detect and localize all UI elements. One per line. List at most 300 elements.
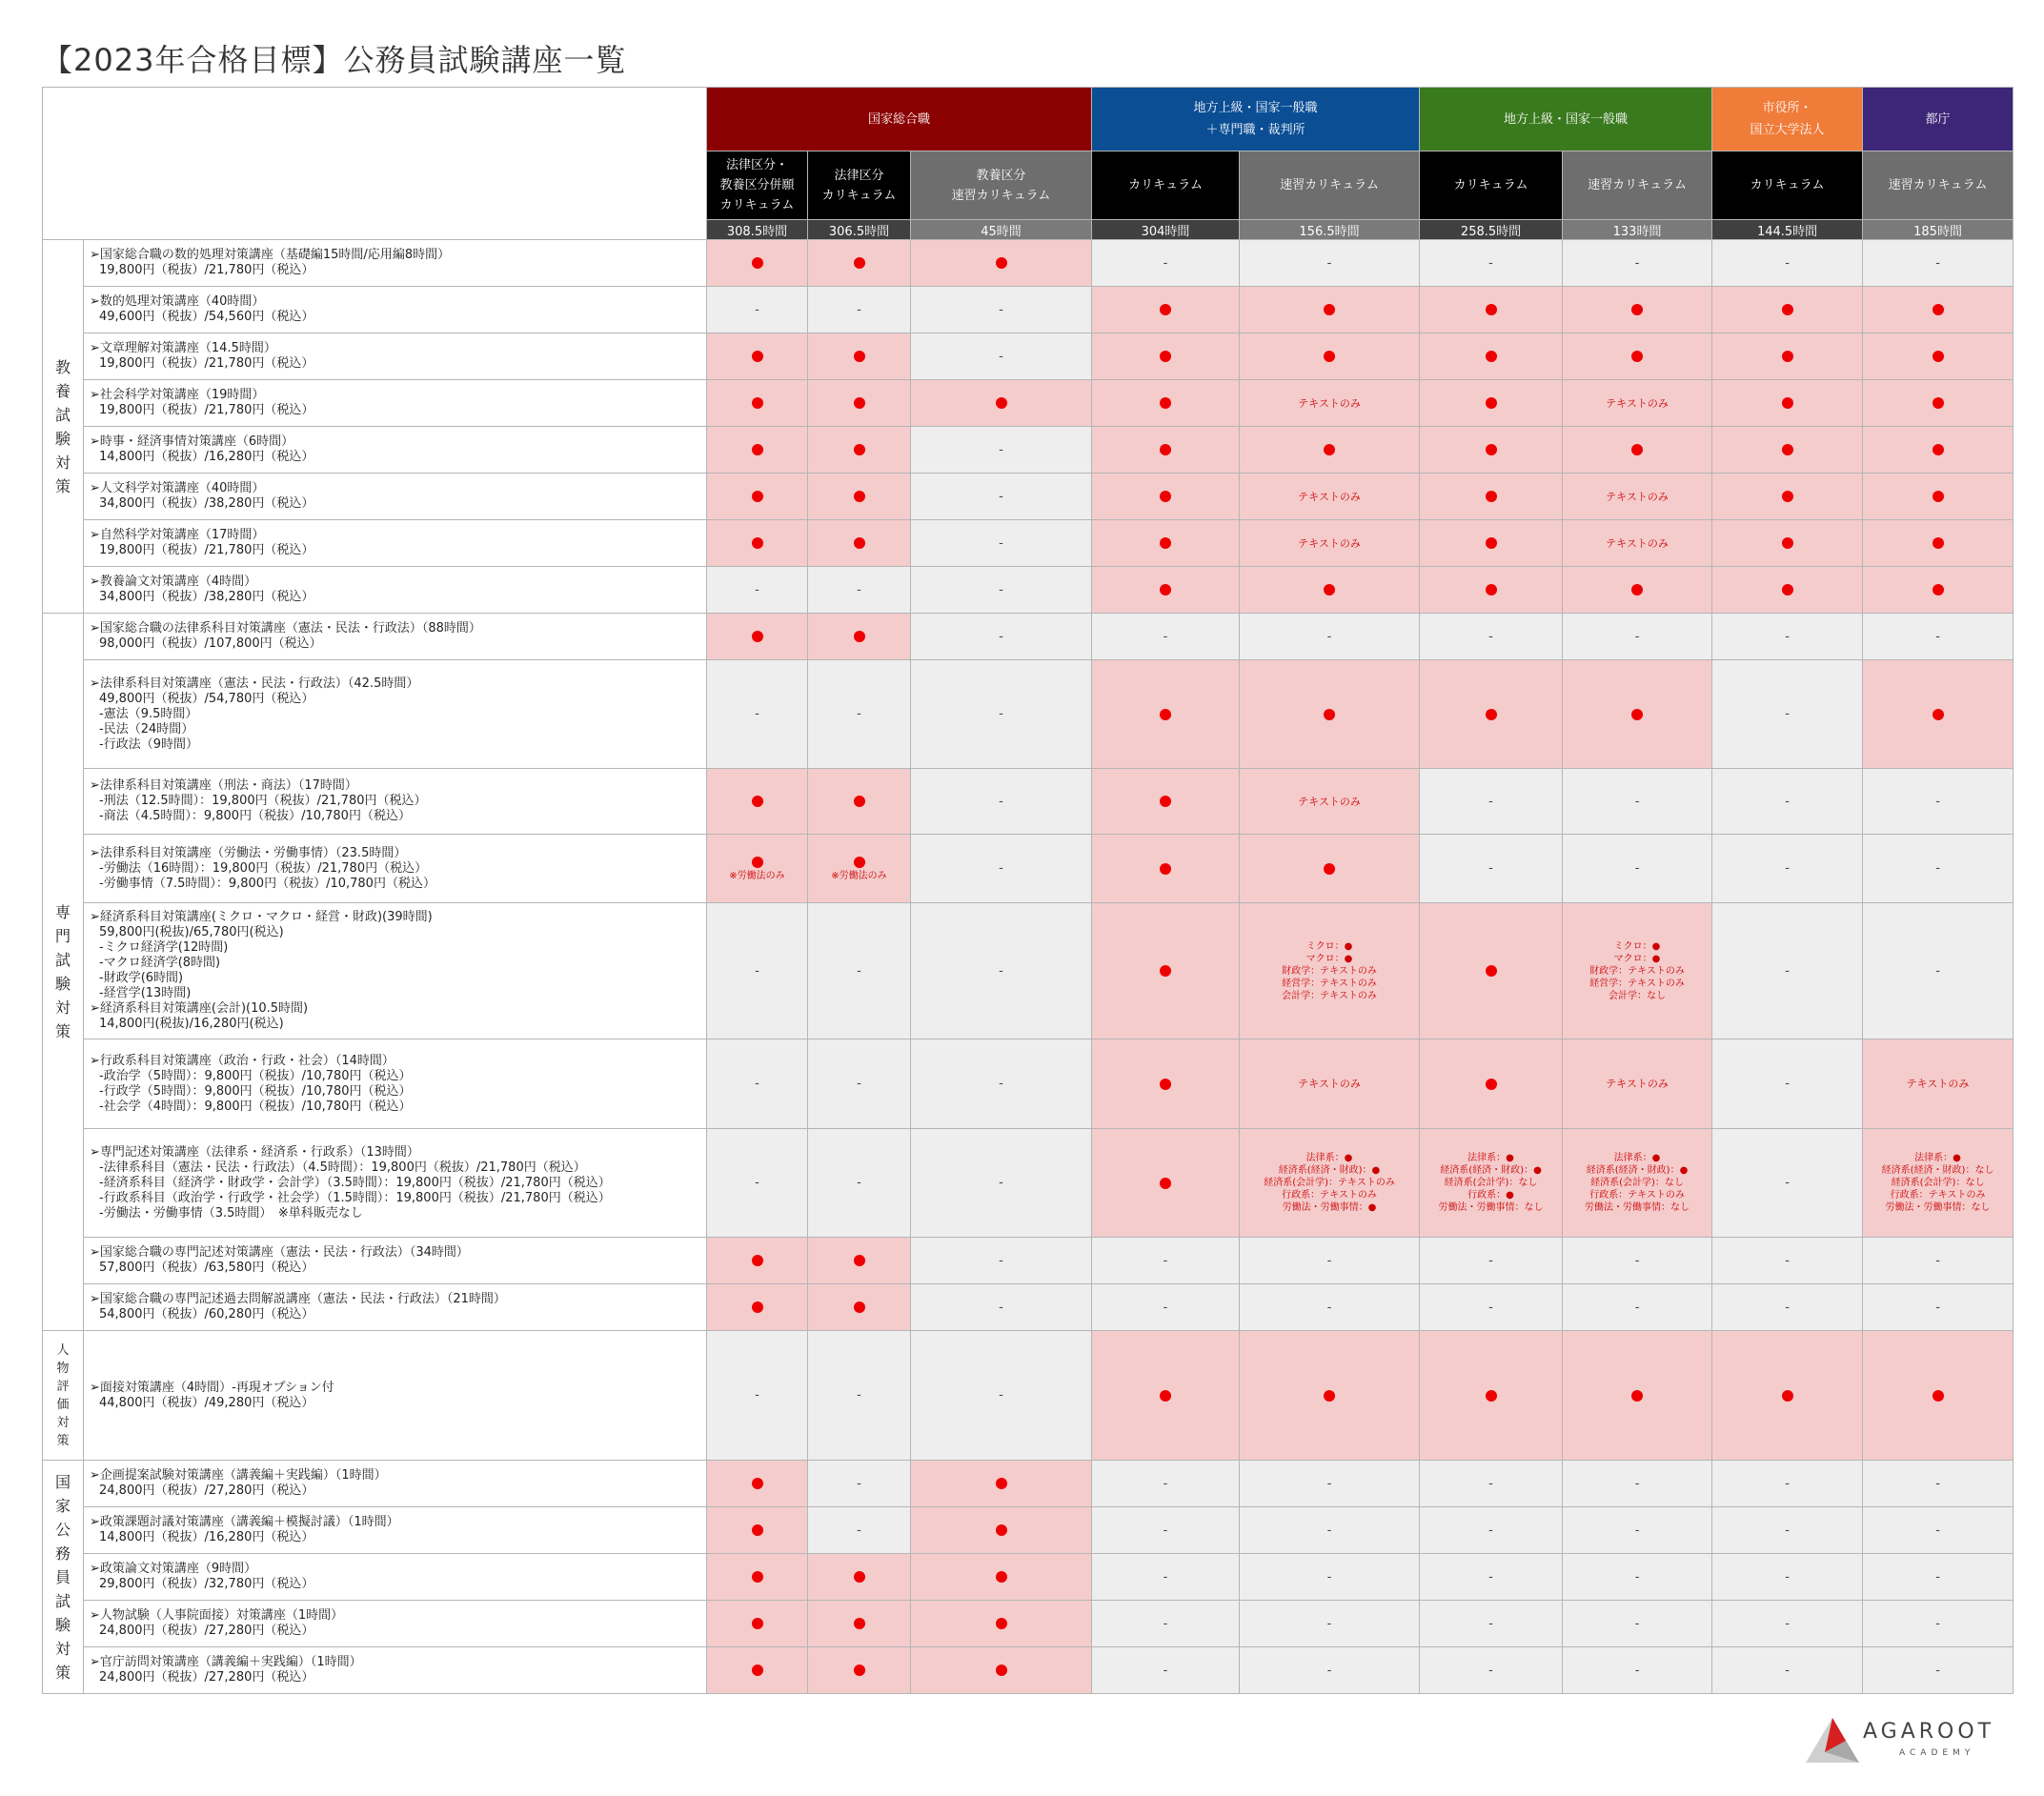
availability-cell [911, 380, 1092, 427]
unavailable-dash: - [999, 1300, 1003, 1315]
availability-cell [911, 474, 1092, 520]
course-row [43, 769, 2014, 835]
course-line: -労働法（16時間）：19,800円（税抜）/21,780円（税込） [99, 860, 428, 876]
available-dot [752, 796, 763, 807]
availability-cell [1563, 1461, 1712, 1507]
course-line: ➢文章理解対策講座（14.5時間） [90, 341, 276, 355]
course-row [43, 1039, 2014, 1129]
course-name [84, 474, 707, 520]
course-name [84, 1461, 707, 1507]
available-dot [752, 491, 763, 502]
availability-cell [1712, 1331, 1863, 1461]
available-dot [1160, 1178, 1171, 1189]
available-dot [1160, 444, 1171, 455]
hours-cell: 45時間 [911, 220, 1092, 240]
availability-cell [911, 614, 1092, 660]
available-dot [1160, 351, 1171, 362]
available-dot [1160, 709, 1171, 720]
group-header: 地方上級・国家一般職 ＋専門職・裁判所 [1092, 88, 1420, 151]
group-header: 国家総合職 [707, 88, 1092, 151]
availability-cell [1420, 1647, 1563, 1694]
availability-cell [1563, 427, 1712, 474]
course-name [84, 1129, 707, 1238]
available-dot [752, 1302, 763, 1313]
course-line: ➢人文科学対策講座（40時間） [90, 481, 265, 495]
availability-cell [808, 660, 911, 769]
course-row [43, 903, 2014, 1039]
availability-cell [808, 1284, 911, 1331]
agaroot-logo-mark [1804, 1710, 1861, 1767]
course-row [43, 1331, 2014, 1461]
availability-cell [1712, 240, 1863, 287]
available-dot [1486, 537, 1497, 549]
course-line: -刑法（12.5時間）：19,800円（税抜）/21,780円（税込） [99, 794, 427, 808]
availability-cell [808, 903, 911, 1039]
availability-cell [1240, 769, 1420, 835]
cell-note: 労働法・労働事情：なし [1585, 1202, 1690, 1213]
unavailable-dash: - [999, 707, 1003, 721]
availability-cell [911, 520, 1092, 567]
text-only-note: テキストのみ [1606, 1078, 1669, 1090]
unavailable-dash: - [1935, 1616, 1940, 1631]
unavailable-dash: - [1326, 1300, 1332, 1315]
cell-note: 法律系：● [1467, 1153, 1514, 1163]
availability-cell [1092, 769, 1240, 835]
availability-cell [707, 240, 808, 287]
available-dot [1486, 304, 1497, 315]
availability-cell [1240, 1238, 1420, 1284]
course-name [84, 769, 707, 835]
unavailable-dash: - [1488, 1253, 1493, 1268]
availability-cell [808, 1601, 911, 1647]
cell-note: 行政系：テキストのみ [1890, 1190, 1986, 1201]
curriculum-header: 法律区分 カリキュラム [808, 151, 911, 220]
unavailable-dash: - [1785, 1476, 1790, 1491]
text-only-note: テキストのみ [1606, 490, 1669, 503]
available-dot [752, 1524, 763, 1536]
course-line: -行政学（5時間）：9,800円（税抜）/10,780円（税込） [99, 1083, 412, 1099]
availability-cell [1240, 380, 1420, 427]
course-name [84, 660, 707, 769]
cell-note: 経済系(経済・財政)：● [1440, 1165, 1542, 1176]
availability-cell [1563, 1238, 1712, 1284]
unavailable-dash: - [857, 1388, 861, 1402]
unavailable-dash: - [1488, 1300, 1493, 1315]
availability-cell [1712, 903, 1863, 1039]
text-only-note: テキストのみ [1298, 536, 1361, 550]
cell-note: マクロ：● [1305, 953, 1353, 964]
unavailable-dash: - [755, 963, 759, 979]
available-dot [1782, 444, 1793, 455]
unavailable-dash: - [1326, 629, 1332, 644]
available-dot [1160, 537, 1171, 549]
course-line: ➢法律系科目対策講座（憲法・民法・行政法）（42.5時間） [90, 676, 419, 691]
availability-cell [1712, 1461, 1863, 1507]
availability-cell [1863, 287, 2014, 333]
available-dot [1160, 1390, 1171, 1402]
course-line: -労働事情（7.5時間）：9,800円（税抜）/10,780円（税込） [99, 876, 435, 891]
availability-cell [1712, 520, 1863, 567]
available-dot [1160, 1079, 1171, 1090]
availability-cell [1563, 1129, 1712, 1238]
course-row [43, 1507, 2014, 1554]
agaroot-logo [1804, 1710, 1994, 1767]
available-dot [752, 397, 763, 409]
course-row [43, 1647, 2014, 1694]
unavailable-dash: - [1935, 1300, 1940, 1315]
course-name [84, 1507, 707, 1554]
available-dot [1324, 584, 1335, 595]
course-row [43, 1238, 2014, 1284]
available-dot [752, 444, 763, 455]
unavailable-dash: - [857, 1077, 861, 1091]
available-dot [1160, 584, 1171, 595]
unavailable-dash: - [1785, 707, 1790, 721]
unavailable-dash: - [1634, 861, 1640, 876]
course-line: -民法（24時間） [99, 721, 194, 737]
availability-cell [1863, 769, 2014, 835]
availability-cell [1563, 660, 1712, 769]
cell-note: 法律系：● [1613, 1153, 1661, 1163]
course-line: 19,800円（税抜）/21,780円（税込） [99, 356, 314, 371]
course-line: ➢専門記述対策講座（法律系・経済系・行政系）（13時間） [90, 1144, 419, 1160]
available-dot [1160, 965, 1171, 977]
course-line: 14,800円(税抜)/16,280円(税込) [99, 1017, 284, 1031]
course-line: ➢官庁訪問対策講座（講義編＋実践編）（1時間） [90, 1655, 362, 1669]
unavailable-dash: - [755, 1388, 759, 1402]
available-dot [1486, 709, 1497, 720]
availability-cell [808, 520, 911, 567]
availability-cell [1563, 1331, 1712, 1461]
availability-cell [808, 1554, 911, 1601]
course-table [42, 87, 2014, 1694]
available-dot [854, 857, 865, 868]
cell-note: 法律系：● [1914, 1153, 1961, 1163]
availability-cell [707, 769, 808, 835]
unavailable-dash: - [1326, 1569, 1332, 1584]
course-line: ➢数的処理対策講座（40時間） [90, 294, 265, 309]
availability-cell [911, 1461, 1092, 1507]
course-name [84, 333, 707, 380]
availability-cell [1092, 333, 1240, 380]
category-label: 国 家 公 務 員 試 験 対 策 [43, 1461, 84, 1694]
unavailable-dash: - [1785, 1253, 1790, 1268]
availability-cell [1420, 333, 1563, 380]
text-only-note: テキストのみ [1298, 1078, 1361, 1090]
unavailable-dash: - [1488, 255, 1493, 271]
availability-cell [1863, 1039, 2014, 1129]
available-dot [1631, 444, 1643, 455]
curriculum-header: 教養区分 速習カリキュラム [911, 151, 1092, 220]
course-line: 49,600円（税抜）/54,560円（税込） [99, 310, 314, 324]
unavailable-dash: - [1935, 1253, 1940, 1268]
available-dot [1486, 444, 1497, 455]
availability-cell [707, 1238, 808, 1284]
availability-cell [1420, 1039, 1563, 1129]
course-line: -経済系科目（経済学・財政学・会計学）（3.5時間）：19,800円（税抜）/21,780円（税込） [99, 1175, 611, 1190]
unavailable-dash: - [1634, 1616, 1640, 1631]
available-dot [1486, 1079, 1497, 1090]
availability-cell [1712, 427, 1863, 474]
cell-note: ミクロ：● [1305, 940, 1353, 952]
unavailable-dash: - [999, 582, 1003, 597]
availability-cell [1420, 520, 1563, 567]
available-dot [752, 351, 763, 362]
available-dot [1782, 397, 1793, 409]
unavailable-dash: - [999, 1388, 1003, 1402]
course-line: -ミクロ経済学(12時間) [99, 940, 229, 955]
available-dot [1486, 491, 1497, 502]
course-row [43, 1129, 2014, 1238]
availability-cell [808, 614, 911, 660]
unavailable-dash: - [1488, 1663, 1493, 1678]
available-dot [752, 1255, 763, 1266]
availability-cell [1420, 1331, 1563, 1461]
unavailable-dash: - [1935, 861, 1940, 876]
available-dot [1324, 1390, 1335, 1402]
unavailable-dash: - [1935, 963, 1940, 979]
available-dot [1160, 397, 1171, 409]
availability-cell [808, 1039, 911, 1129]
unavailable-dash: - [1785, 629, 1790, 644]
unavailable-dash: - [1634, 629, 1640, 644]
availability-cell [1092, 1507, 1240, 1554]
course-line: ➢政策課題討議対策講座（講義編＋模擬討議）（1時間） [90, 1515, 399, 1529]
availability-cell [1420, 474, 1563, 520]
cell-note: ミクロ：● [1613, 940, 1661, 952]
availability-cell [1240, 660, 1420, 769]
course-line: -社会学（4時間）：9,800円（税抜）/10,780円（税込） [99, 1099, 412, 1114]
unavailable-dash: - [1326, 1663, 1332, 1678]
available-dot [996, 257, 1007, 269]
unavailable-dash: - [1163, 1300, 1168, 1315]
hours-cell: 133時間 [1563, 220, 1712, 240]
availability-cell [707, 333, 808, 380]
availability-cell [1712, 835, 1863, 903]
available-dot [854, 1302, 865, 1313]
course-line: -政治学（5時間）：9,800円（税抜）/10,780円（税込） [99, 1068, 412, 1083]
available-dot [854, 397, 865, 409]
availability-cell [1712, 287, 1863, 333]
unavailable-dash: - [1935, 255, 1940, 271]
available-dot [854, 257, 865, 269]
course-line: 49,800円（税抜）/54,780円（税込） [99, 691, 314, 706]
unavailable-dash: - [1488, 1569, 1493, 1584]
available-dot [1933, 444, 1944, 455]
available-dot [1933, 397, 1944, 409]
header-corner [43, 88, 707, 240]
availability-cell [707, 380, 808, 427]
availability-cell [1712, 1554, 1863, 1601]
available-dot [1324, 304, 1335, 315]
unavailable-dash: - [1935, 1569, 1940, 1584]
hours-cell: 185時間 [1863, 220, 2014, 240]
availability-cell [1092, 520, 1240, 567]
unavailable-dash: - [1634, 1300, 1640, 1315]
availability-cell [1863, 903, 2014, 1039]
availability-cell [1863, 240, 2014, 287]
unavailable-dash: - [755, 302, 759, 317]
available-dot [752, 1571, 763, 1583]
cell-note: 法律系：● [1305, 1153, 1353, 1163]
availability-cell [1863, 427, 2014, 474]
available-dot [996, 1478, 1007, 1489]
labor-only-note: ※労働法のみ [729, 870, 785, 881]
availability-cell [911, 1238, 1092, 1284]
availability-cell [1712, 1039, 1863, 1129]
availability-cell [1712, 567, 1863, 614]
availability-cell [911, 333, 1092, 380]
availability-cell [911, 660, 1092, 769]
availability-cell [1712, 1507, 1863, 1554]
available-dot [1160, 863, 1171, 875]
availability-cell [1563, 1039, 1712, 1129]
course-name [84, 380, 707, 427]
available-dot [752, 631, 763, 642]
availability-cell [911, 1284, 1092, 1331]
unavailable-dash: - [999, 963, 1003, 979]
unavailable-dash: - [1326, 1476, 1332, 1491]
availability-cell [1563, 1554, 1712, 1601]
unavailable-dash: - [1163, 1569, 1168, 1584]
unavailable-dash: - [1634, 1253, 1640, 1268]
unavailable-dash: - [999, 1077, 1003, 1091]
availability-cell [1240, 1039, 1420, 1129]
course-name [84, 1039, 707, 1129]
course-line: -法律系科目（憲法・民法・行政法）（4.5時間）：19,800円（税抜）/21,780円（税込） [99, 1160, 586, 1175]
availability-cell [1240, 567, 1420, 614]
available-dot [1782, 491, 1793, 502]
availability-cell [1240, 287, 1420, 333]
unavailable-dash: - [1935, 1523, 1940, 1538]
curriculum-header: 速習カリキュラム [1863, 151, 2014, 220]
availability-cell [1863, 1601, 2014, 1647]
course-line: 44,800円（税抜）/49,280円（税込） [99, 1395, 314, 1410]
course-name [84, 1601, 707, 1647]
unavailable-dash: - [1935, 1663, 1940, 1678]
course-line: 24,800円（税抜）/27,280円（税込） [99, 1670, 314, 1685]
unavailable-dash: - [1785, 794, 1790, 809]
available-dot [854, 351, 865, 362]
available-dot [1486, 584, 1497, 595]
availability-cell [808, 474, 911, 520]
availability-cell [808, 1507, 911, 1554]
available-dot [1933, 584, 1944, 595]
availability-cell [808, 567, 911, 614]
course-name [84, 1647, 707, 1694]
availability-cell [1240, 333, 1420, 380]
availability-cell [1240, 835, 1420, 903]
unavailable-dash: - [1163, 1663, 1168, 1678]
available-dot [1324, 351, 1335, 362]
availability-cell [911, 903, 1092, 1039]
course-line: 34,800円（税抜）/38,280円（税込） [99, 496, 314, 511]
logo-sub: ACADEMY [1899, 1748, 1975, 1758]
course-name [84, 427, 707, 474]
availability-cell [1240, 1284, 1420, 1331]
available-dot [1782, 351, 1793, 362]
available-dot [854, 537, 865, 549]
availability-cell [1563, 1507, 1712, 1554]
unavailable-dash: - [1785, 1523, 1790, 1538]
course-line: 29,800円（税抜）/32,780円（税込） [99, 1577, 314, 1591]
labor-only-note: ※労働法のみ [831, 870, 887, 881]
course-line: ➢国家総合職の専門記述過去問解説講座（憲法・民法・行政法）（21時間） [90, 1292, 506, 1306]
availability-cell [707, 903, 808, 1039]
availability-cell [1420, 1461, 1563, 1507]
course-line: ➢政策論文対策講座（9時間） [90, 1562, 257, 1576]
cell-note: 会計学：テキストのみ [1282, 990, 1377, 1001]
unavailable-dash: - [755, 582, 759, 597]
availability-cell [808, 1129, 911, 1238]
availability-cell [911, 1129, 1092, 1238]
availability-cell [1863, 474, 2014, 520]
course-line: ➢法律系科目対策講座（刑法・商法）（17時間） [90, 778, 357, 793]
course-line: ➢時事・経済事情対策講座（6時間） [90, 434, 294, 449]
unavailable-dash: - [857, 963, 861, 979]
unavailable-dash: - [1785, 861, 1790, 876]
course-line: 57,800円（税抜）/63,580円（税込） [99, 1261, 314, 1275]
unavailable-dash: - [1163, 1523, 1168, 1538]
unavailable-dash: - [1785, 1569, 1790, 1584]
unavailable-dash: - [1785, 1077, 1790, 1091]
course-line: ➢国家総合職の法律系科目対策講座（憲法・民法・行政法）（88時間） [90, 621, 481, 636]
availability-cell [1420, 287, 1563, 333]
unavailable-dash: - [857, 1523, 861, 1538]
unavailable-dash: - [1634, 1523, 1640, 1538]
unavailable-dash: - [999, 489, 1003, 504]
availability-cell [1092, 1039, 1240, 1129]
cell-note: 経済系(会計学)：なし [1590, 1178, 1684, 1188]
course-name [84, 1238, 707, 1284]
availability-cell [1563, 614, 1712, 660]
availability-cell [911, 240, 1092, 287]
course-row [43, 567, 2014, 614]
available-dot [752, 537, 763, 549]
availability-cell [1420, 835, 1563, 903]
course-line: 59,800円(税抜)/65,780円(税込) [99, 925, 284, 939]
availability-cell [1712, 333, 1863, 380]
available-dot [1324, 709, 1335, 720]
availability-cell [1712, 474, 1863, 520]
unavailable-dash: - [999, 349, 1003, 364]
unavailable-dash: - [999, 861, 1003, 876]
hours-cell: 308.5時間 [707, 220, 808, 240]
unavailable-dash: - [999, 535, 1003, 551]
availability-cell [808, 769, 911, 835]
cell-note: 経済系(経済・財政)：● [1278, 1165, 1381, 1176]
available-dot [1486, 397, 1497, 409]
availability-cell [1092, 1129, 1240, 1238]
available-dot [752, 257, 763, 269]
availability-cell [1092, 1554, 1240, 1601]
availability-cell [1863, 380, 2014, 427]
cell-note: 経済系(会計学)：テキストのみ [1264, 1178, 1395, 1188]
course-line: 24,800円（税抜）/27,280円（税込） [99, 1483, 314, 1498]
course-row [43, 1461, 2014, 1507]
course-line: ➢人物試験（人事院面接）対策講座（1時間） [90, 1608, 344, 1623]
availability-cell [1240, 1461, 1420, 1507]
unavailable-dash: - [1785, 1616, 1790, 1631]
availability-cell [1712, 1647, 1863, 1694]
course-line: -労働法・労働事情（3.5時間） ※単科販売なし [99, 1205, 363, 1221]
availability-cell [1712, 769, 1863, 835]
course-line: ➢経済系科目対策講座(会計)(10.5時間) [90, 1001, 309, 1016]
availability-cell [1563, 835, 1712, 903]
course-line: ➢国家総合職の数的処理対策講座（基礎編15時間/応用編8時間） [90, 248, 451, 262]
course-line: 24,800円（税抜）/27,280円（税込） [99, 1624, 314, 1638]
logo-name: AGAROOT [1863, 1720, 1995, 1744]
